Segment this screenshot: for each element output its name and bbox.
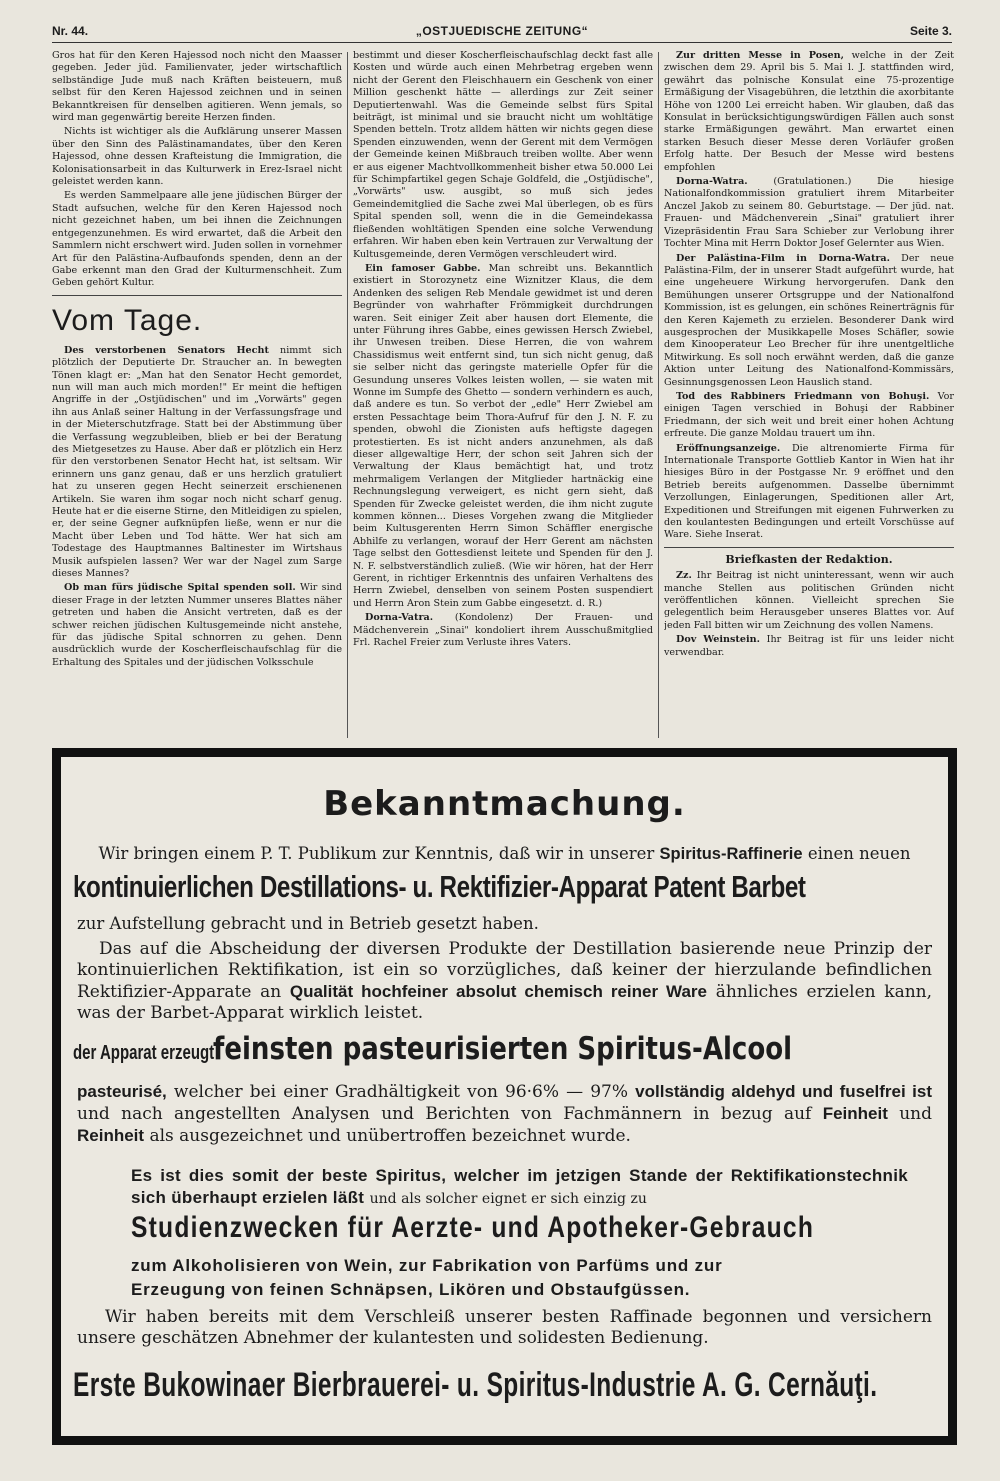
- article-text: welche in der Zeit zwischen dem 29. April bis 5. Mai l. J. stattfinden wird, gewährt das polnische Konsulat eine 75-prozentige Ermäßigung der Visagebühren, die letzthin die axorbitante Höhe von 1200 Lei erreicht haben. Wir glauben, daß das Konsulat in berücksichtigungswürdigen Fällen auch sonst starke Ermäßigungen gewährt. Man erwartet einen starken Besuch dieser Messe deren Vorläufer großen Erfolg hatte. Der Besuch der Messe wird bestens empfohlen: [664, 50, 954, 173]
- article-text: Vor einigen Tagen verschied in Bohuşi der Rabbiner Friedmann, der sich weit und breit einer hohen Achtung erfreute. Die ganze Moldau trauert um ihn.: [664, 390, 954, 440]
- ad-emphasis: Qualität hochfeiner absolut chemisch reiner Ware: [289, 982, 708, 1001]
- article-heading: Zur dritten Messe in Posen,: [676, 50, 844, 61]
- ad-emphasis: pasteurisé,: [77, 1082, 167, 1101]
- ad-text: Das auf die Abscheidung der diversen Produkte der Destillation basierende neue Prinzip der kontinuierlichen Rektifikation, ist ein so vorzügliches, daß keiner der hierzulande befindlichen Rektifizier-Apparate an: [77, 939, 932, 1002]
- article-text: Man schreibt uns. Bekanntlich existiert in Storozynetz eine Wiznitzer Klaus, die dem Andenken des seligen Reb Mendale gewidmet ist und deren Begründer von wahrhafter Frömmigkeit durchdrungen waren. Seit einiger Zeit aber hausen dort Elemente, die unter Führung ihres Gabbe, eines gewissen Hersch Zwiebel, ihr Unwesen treiben. Diese Herren, die von wahrem Chassidismus weit entfernt sind, tun sich nicht genug, daß sie selber nicht das geringste materielle Opfer für die Gesundung unseres Volkes leisten wollen, — sie waten mit Wonne im Sumpfe des Ghetto — sondern verhindern es auch, daß andere es tun. So verbot der „edle" Herr Zwiebel am ersten Pessachtage beim Thora-Aufruf für den J. N. F. zu spenden, obwohl die Zionisten aufs heftigste dagegen protestierten. Es ist nicht anders anzunehmen, als daß dieser allgewaltige Herr, der schon seit Jahren sich der Verwaltung der Klaus bemächtigt hat, und trotz mehrmaligem Verlangen der Mitglieder hartnäckig eine Rechnungslegung verweigert, es nicht gern sieht, daß Spenden für Zwecke geleistet werden, die ihm nicht zugute kommen können... Dieses Vorgehen zwang die Mitglieder beim Kultusgerenten Herrn Simon Schäffler energische Abhilfe zu verlangen, worauf der Herr Gerent am nächsten Tage selbst den Gottesdienst leitete und Spenden für den J. N. F. selbstverständlich zuließ. (Wie wir hören, hat der Herr Gerent, in richtiger Erkenntnis des unfairen Verhaltens des Herrn Zwiebel, denselben von seinem Posten suspendiert und Herrn Aron Stein zum Gabbe eingesetzt. d. R.): [353, 262, 653, 609]
- ad-headline-apparatus: kontinuierlichen Destillations- u. Rektifizier-Apparat Patent Barbet: [73, 869, 806, 904]
- article-heading: Dorna-Vatra.: [365, 612, 434, 624]
- ad-paragraph: [131, 1165, 908, 1210]
- ad-text: zur Aufstellung gebracht und in Betrieb gesetzt haben.: [77, 914, 539, 933]
- letter-recipient: Dov Weinstein.: [676, 634, 760, 646]
- ad-text: Wir bringen einem P. T. Publikum zur Kenntnis, daß wir in unserer: [98, 844, 655, 863]
- ad-paragraph: [77, 1081, 932, 1147]
- article-text: nimmt sich plötzlich der Deputierte Dr. Straucher an. In bewegten Tönen klagt er: „Man hat den Senator Hecht gemordet, nun will man auch mich morden!" Er meint die heftigen Angriffe in der „Ostjüdischen" und im „Vorwärts" gegen ihn aus Anlaß seiner Haltung in der Verfassungsfrage und in der Mieterschutzfrage. Statt bei der Abstimmung über die Verfassung wegzubleiben, blieb er bei der Beratung des Mietgesetzes zu Hause. Aber daß er plötzlich ein Herz für den verstorbenen Senator Hecht hat, ist seltsam. Wir erinnern uns ganz genau, daß er uns herzlich gratuliert hat zu unseren gegen Hecht seinerzeit erschienenen Artikeln. Sie waren ihm sogar noch nicht scharf genug. Heute hat er die eiserne Stirne, den Mitleidigen zu spielen, er, der seine Gegner aufknüpfen ließe, wenn er nur die Macht über Leben und Tod hätte. Wer hat sich am Todestage des Hauptmannes Baltinester im Wirtshaus Musik aufspielen lassen? Wer war der Nagel zum Sarge dieses Mannes?: [52, 344, 342, 580]
- letters-heading: Briefkasten der Redaktion.: [725, 552, 893, 566]
- newspaper-title: „OSTJUEDISCHE ZEITUNG“: [415, 24, 589, 38]
- article-heading: Tod des Rabbiners Friedmann von Bohuşi.: [676, 390, 930, 402]
- ad-emphasis: Reinheit: [77, 1126, 145, 1145]
- article-heading: Eröffnungsanzeige.: [676, 442, 781, 454]
- ad-emphasis: vollständig aldehyd und fuselfrei ist: [635, 1082, 932, 1101]
- column-3: [664, 50, 954, 740]
- article-paragraph: Nichts ist wichtiger als die Aufklärung unserer Massen über den Sinn des Palästinamandates, über den Keren Hajessod, ohne dessen Krafteistung die Immigration, die Kolonisationsarbeit in das Kulturwerk in Erez-Israel nicht geleistet werden kann.: [52, 126, 342, 188]
- article-heading: Des verstorbenen Senators Hecht: [64, 344, 269, 356]
- article-heading: Der Palästina-Film in Dorna-Watra.: [676, 252, 890, 264]
- ad-text: als ausgezeichnet und unübertroffen bezeichnet wurde.: [149, 1126, 631, 1146]
- ad-headline-spiritus: feinsten pasteurisierten Spiritus-Alcool: [213, 1031, 793, 1067]
- issue-number: Nr. 44.: [52, 24, 89, 38]
- ad-emphasis: Feinheit: [822, 1104, 888, 1123]
- ad-text: und als solcher eignet er sich einzig zu: [369, 1191, 647, 1207]
- letter-reply: Ihr Beitrag ist für uns leider nicht verwendbar.: [664, 634, 954, 658]
- advertisement-box: [52, 748, 957, 1445]
- ad-text: welcher bei einer Gradhältigkeit von 96·6% — 97%: [173, 1082, 629, 1102]
- article-paragraph: Gros hat für den Keren Hajessod noch nicht den Maasser gegeben. Jeder jüd. Familienvater, jeder wirtschaftlich selbständige Jude muß nach Kräften beisteuern, muß selbst für den Keren Hajessod zeichnen und in seinen Bekanntkreisen für denselben agitieren. Wenn jemals, so wird man gegenwärtig bereite Herzen finden.: [52, 50, 342, 124]
- ad-company-name: Erste Bukowinaer Bierbrauerei- u. Spiritus-Industrie A. G. Cernăuţi.: [73, 1366, 878, 1404]
- section-heading-vom-tage: Vom Tage.: [52, 303, 203, 337]
- article-heading: Ein famoser Gabbe.: [365, 262, 481, 274]
- article-text: Wir sind dieser Frage in der letzten Nummer unseres Blattes näher getreten und haben die Ansicht vertreten, daß es der schwer reichen jüdischen Kultusgemeinde nicht anstehe, für das jüdische Spital schnorren zu gehen. Denn ausdrücklich wurde der Koscherfleischaufschlag für die Erhaltung des Spitales und der jüdischen Volksschule: [52, 582, 342, 668]
- ad-text: einen neuen: [807, 844, 911, 863]
- article-paragraph: bestimmt und dieser Koscherfleischaufschlag deckt fast alle Kosten und würde auch einen Mehrbetrag ergeben wenn nicht der Gerent den Fleischhauern ein Geschenk von einer Million geschenkt hätte — allerdings zur Zeit seiner Deputiertenwahl. Was die Gemeinde selbst fürs Spital beiträgt, ist minimal und sie braucht nicht um wohltätige Spenden betteln. Trotz alldem hätten wir nichts gegen diese Spenden einzuwenden, wenn der Gerent mit dem Vermögen der Gemeinde keinen Mißbrauch treiben wollte. Aber wenn er aus eigener Machtvollkommenheit bisher etwa 50.000 Lei für Schimpfartikel gegen Schaje Goldfeld, die „Ostjüdische", „Vorwärts" usw. ausgibt, so muß sich jedes Gemeindemitglied die Sache zwei Mal überlegen, ob es fürs Spital spenden soll, wenn die in die Gemeindekassa fließenden wohltätigen Spenden eine solche Verwendung erfahren. Wir haben eben kein Vertrauen zur Verwaltung der Kultusgemeinde, deren Vermögen verschleudert wird.: [353, 50, 653, 260]
- column-1: [52, 50, 342, 740]
- ad-text: und: [899, 1104, 933, 1124]
- divider: [52, 295, 342, 296]
- letter-recipient: Zz.: [676, 570, 692, 582]
- article-text: (Kondolenz) Der Frauen- und Mädchenverein „Sinai" kondoliert ihrem Ausschußmitglied Frl. Rachel Freier zum Verluste ihres Vaters.: [353, 612, 653, 649]
- ad-text: und nach angestellten Analysen und Berichten von Fachmännern in bezug auf: [77, 1104, 812, 1124]
- letter-reply: Ihr Beitrag ist nicht uninteressant, wenn wir auch manche Stellen aus politischen Gründen nicht veröffentlichen können. Vielleicht sprechen Sie gelegentlich beim Herausgeber unseres Blattes vor. Auf jeden Fall bitten wir um Zeichnung des vollen Namens.: [664, 570, 954, 631]
- article-heading: Ob man fürs jüdische Spital spenden soll.: [64, 582, 296, 594]
- ad-emphasis: Es ist dies somit der beste Spiritus, welcher im jetzigen Stande der Rektifikationstechnik sich überhaupt erzielen läßt: [131, 1166, 908, 1207]
- article-text: (Gratulationen.) Die hiesige Nationalfondkommission gratuliert ihrem Mitarbeiter Anczel Jakob zu seinem 80. Geburtstage. — Der jüd. nat. Frauen- und Mädchenverein „Sinai" gratuliert ihrer Vizepräsidentin Frau Sara Schieber zur Verlobung ihrer Tochter Mina mit Herrn Doktor Josef Gelernter aus Wien.: [664, 176, 954, 250]
- article-paragraph: Es werden Sammelpaare alle jene jüdischen Bürger der Stadt aufsuchen, welche für den Keren Hajessod noch nicht gezeichnet haben, um bei ihnen die Zeichnungen entgegenzunehmen. Es wird erwartet, daß die Arbeit den Sammlern nicht erschwert wird. Juden sollen in vornehmer Art für den Palästina-Aufbaufonds spenden, denn an der Gabe erkennt man den Grad der Kulturmenschheit. Zum Geben gehört Kultur.: [52, 190, 342, 289]
- article-text: Der neue Palästina-Film, der in unserer Stadt aufgeführt wurde, hat eine ungeheuere Wirkung hervorgerufen. Dank den Bemühungen unserer Ortsgruppe und der Nationalfond Kommission, ist es gelungen, ein schönes Reinerträgnis für den Keren Kajemeth zu erzielen. Besonderer Dank wird ausgesprochen der Musikkapelle Moses Schäfler, sowie dem Kinooperateur Leo Brecher für ihre unentgeltliche Mitwirkung. Es soll noch erwähnt werden, daß die ganze Aktion unter Leitung des Nationalfond-Kommissärs, Gesinnungsgenossen Leon Hauslich stand.: [664, 252, 954, 388]
- ad-paragraph: [77, 1307, 932, 1349]
- ad-text: ähnliches erzielen kann, was der Barbet-Apparat wirklich leistet.: [77, 982, 933, 1023]
- ad-product-line: [73, 1031, 932, 1067]
- ad-text: Erzeugung von feinen Schnäpsen, Likören und Obstaufgüssen.: [131, 1280, 691, 1299]
- ad-title: Bekanntmachung.: [323, 784, 686, 824]
- ad-emphasis: Spiritus-Raffinerie: [659, 845, 803, 863]
- column-rule: [658, 52, 659, 738]
- ad-intro: [77, 843, 932, 865]
- article-text: Die altrenomierte Firma für Internationale Transporte Gottlieb Kantor in Wien hat ihr hiesiges Büro in der Postgasse Nr. 9 eröffnet und den Betrieb bereits aufgenommen. Dasselbe übernimmt Verzollungen, Einlagerungen, Speditionen aller Art, Expeditionen und Streifungen mit eigenen Fuhrwerken zu den koulantesten Bedingungen und erteilt Vorschüsse auf Ware. Siehe Inserat.: [664, 442, 954, 541]
- ad-headline-studies: Studienzwecken für Aerzte- und Apotheker-Gebrauch: [131, 1211, 815, 1244]
- ad-paragraph: [77, 939, 932, 1024]
- page-number: Seite 3.: [909, 24, 952, 38]
- divider: [664, 547, 954, 548]
- column-rule: [347, 52, 348, 738]
- ad-text: der Apparat erzeugt: [73, 1042, 215, 1064]
- article-heading: Dorna-Watra.: [676, 176, 748, 188]
- column-2: [353, 50, 653, 740]
- ad-text: zum Alkoholisieren von Wein, zur Fabrikation von Parfüms und zur: [131, 1256, 723, 1275]
- ad-text: Wir haben bereits mit dem Verschleiß unserer besten Raffinade begonnen und versichern unsere geschätzen Abnehmer der kulantesten und solidesten Bedienung.: [77, 1307, 932, 1348]
- page-header: [52, 20, 952, 43]
